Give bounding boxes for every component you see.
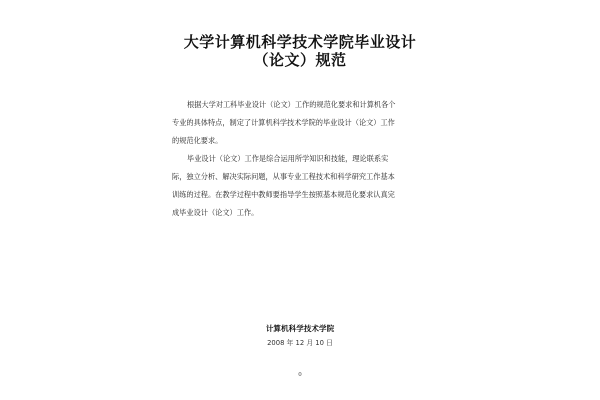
page-number: 0 [298,372,302,378]
document-title-line1: 大学计算机科学技术学院毕业设计 [183,33,417,51]
document-date: 2008 年 12 月 10 日 [267,339,333,347]
paragraph2-line1: 毕业设计（论文）工作是综合运用所学知识和技能，理论联系实 [187,154,389,163]
paragraph2-line3: 训练的过程。在教学过程中教师要指导学生按照基本规范化要求认真完 [172,190,395,199]
paragraph2-line2: 际，独立分析、解决实际问题，从事专业工程技术和科学研究工作基本 [172,172,395,181]
paragraph1-line2: 专业的具体特点，制定了计算机科学技术学院的毕业设计（论文）工作 [172,118,395,127]
paragraph1-line3: 的规范化要求。 [172,136,223,145]
paragraph2-line4: 成毕业设计（论文）工作。 [172,208,259,217]
paragraph1-line1: 根据大学对工科毕业设计（论文）工作的规范化要求和计算机各个 [187,100,396,109]
document-title-line2: （论文）规范 [253,51,347,69]
organization-name: 计算机科学技术学院 [265,324,335,333]
